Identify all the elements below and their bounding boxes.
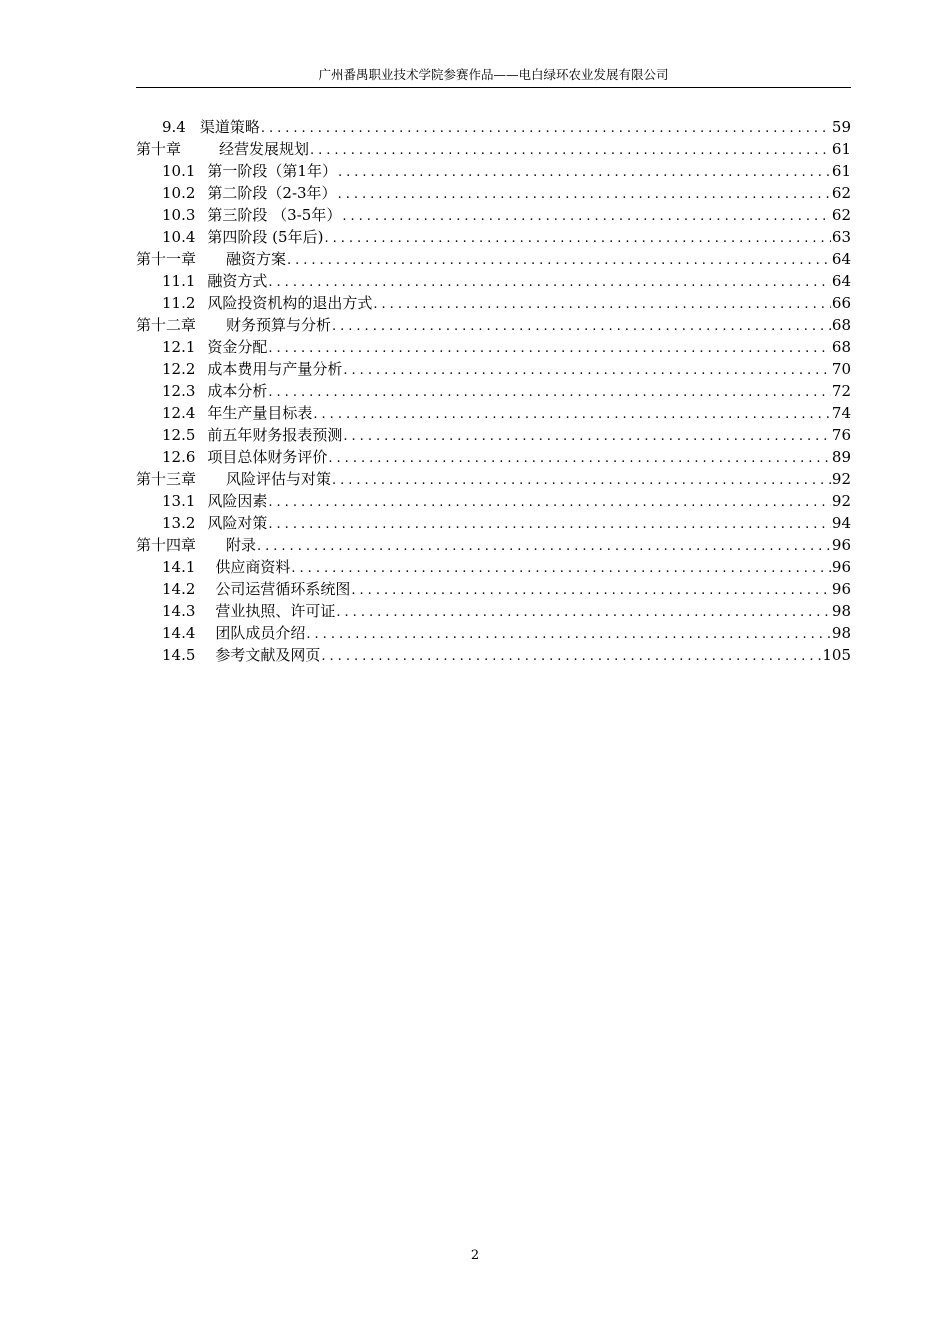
toc-section-entry[interactable] — [136, 512, 851, 534]
toc-dot-leader — [373, 294, 830, 314]
toc-section-entry[interactable] — [136, 424, 851, 446]
toc-entry-page: 62 — [831, 184, 851, 202]
toc-dot-leader — [261, 118, 831, 138]
toc-entry-number: 第十三章 — [136, 470, 197, 488]
toc-entry-title: 第三阶段 （3-5年） — [207, 206, 342, 224]
toc-entry-number: 12.4 — [162, 404, 196, 422]
toc-entry-page: 61 — [831, 162, 851, 180]
toc-chapter-entry[interactable] — [136, 468, 851, 490]
toc-section-entry[interactable] — [136, 336, 851, 358]
toc-entry-page: 96 — [831, 580, 851, 598]
toc-dot-leader — [332, 470, 831, 490]
toc-dot-leader — [268, 272, 830, 292]
toc-entry-page: 74 — [831, 404, 851, 422]
toc-entry-number: 12.5 — [162, 426, 196, 444]
toc-dot-leader — [287, 250, 831, 270]
toc-entry-page: 96 — [831, 558, 851, 576]
toc-entry-number: 11.2 — [162, 294, 196, 312]
toc-entry-page: 105 — [822, 646, 851, 664]
toc-entry-number: 第十四章 — [136, 536, 197, 554]
toc-entry-page: 61 — [831, 140, 851, 158]
toc-entry-number: 9.4 — [162, 118, 186, 136]
toc-entry-title: 经营发展规划 — [219, 140, 310, 158]
toc-entry-number: 13.1 — [162, 492, 196, 510]
toc-dot-leader — [332, 316, 831, 336]
toc-entry-number: 10.1 — [162, 162, 196, 180]
toc-section-entry[interactable] — [136, 116, 851, 138]
toc-dot-leader — [342, 206, 831, 226]
toc-entry-page: 64 — [831, 250, 851, 268]
toc-dot-leader — [306, 624, 830, 644]
toc-entry-title: 成本费用与产量分析 — [207, 360, 343, 378]
toc-entry-number: 10.3 — [162, 206, 196, 224]
toc-dot-leader — [336, 602, 830, 622]
toc-section-entry[interactable] — [136, 182, 851, 204]
toc-entry-number: 12.3 — [162, 382, 196, 400]
toc-section-entry[interactable] — [136, 622, 851, 644]
toc-dot-leader — [268, 382, 830, 402]
toc-entry-page: 63 — [831, 228, 851, 246]
toc-section-entry[interactable] — [136, 600, 851, 622]
toc-entry-number: 11.1 — [162, 272, 196, 290]
toc-entry-title: 风险评估与对策 — [226, 470, 332, 488]
toc-entry-title: 第四阶段 (5年后) — [207, 228, 324, 246]
toc-entry-title: 融资方式 — [207, 272, 268, 290]
toc-entry-title: 资金分配 — [207, 338, 268, 356]
toc-entry-title: 公司运营循环系统图 — [215, 580, 351, 598]
toc-entry-number: 12.1 — [162, 338, 196, 356]
toc-dot-leader — [313, 404, 830, 424]
toc-chapter-entry[interactable] — [136, 534, 851, 556]
toc-entry-number: 12.2 — [162, 360, 196, 378]
toc-entry-number: 14.3 — [162, 602, 196, 620]
toc-entry-title: 营业执照、许可证 — [215, 602, 336, 620]
toc-entry-number: 14.4 — [162, 624, 196, 642]
toc-dot-leader — [257, 536, 831, 556]
toc-section-entry[interactable] — [136, 578, 851, 600]
toc-section-entry[interactable] — [136, 644, 851, 666]
toc-section-entry[interactable] — [136, 402, 851, 424]
toc-dot-leader — [268, 492, 830, 512]
toc-section-entry[interactable] — [136, 380, 851, 402]
toc-entry-title: 附录 — [226, 536, 257, 554]
toc-chapter-entry[interactable] — [136, 314, 851, 336]
toc-dot-leader — [343, 426, 830, 446]
toc-dot-leader — [351, 580, 830, 600]
toc-entry-page: 68 — [831, 316, 851, 334]
toc-entry-title: 第二阶段（2-3年） — [207, 184, 337, 202]
toc-entry-page: 59 — [831, 118, 851, 136]
toc-entry-title: 参考文献及网页 — [215, 646, 321, 664]
toc-entry-page: 98 — [831, 624, 851, 642]
table-of-contents — [136, 116, 851, 666]
toc-entry-title: 前五年财务报表预测 — [207, 426, 343, 444]
toc-section-entry[interactable] — [136, 292, 851, 314]
toc-entry-page: 72 — [831, 382, 851, 400]
toc-section-entry[interactable] — [136, 204, 851, 226]
toc-entry-page: 92 — [831, 470, 851, 488]
toc-entry-number: 第十章 — [136, 140, 182, 158]
toc-section-entry[interactable] — [136, 556, 851, 578]
toc-entry-page: 89 — [831, 448, 851, 466]
toc-section-entry[interactable] — [136, 446, 851, 468]
toc-chapter-entry[interactable] — [136, 138, 851, 160]
toc-entry-number: 13.2 — [162, 514, 196, 532]
toc-entry-number: 第十二章 — [136, 316, 197, 334]
toc-entry-number: 10.2 — [162, 184, 196, 202]
toc-entry-title: 项目总体财务评价 — [207, 448, 328, 466]
toc-entry-title: 第一阶段（第1年） — [207, 162, 337, 180]
toc-entry-number: 14.5 — [162, 646, 196, 664]
toc-dot-leader — [324, 228, 830, 248]
toc-entry-title: 融资方案 — [226, 250, 287, 268]
toc-entry-page: 76 — [831, 426, 851, 444]
toc-dot-leader — [268, 514, 830, 534]
toc-entry-page: 62 — [831, 206, 851, 224]
toc-section-entry[interactable] — [136, 358, 851, 380]
toc-entry-number: 10.4 — [162, 228, 196, 246]
toc-entry-title: 渠道策略 — [199, 118, 260, 136]
toc-section-entry[interactable] — [136, 270, 851, 292]
toc-entry-page: 64 — [831, 272, 851, 290]
toc-dot-leader — [338, 184, 831, 204]
toc-entry-page: 68 — [831, 338, 851, 356]
toc-chapter-entry[interactable] — [136, 248, 851, 270]
toc-dot-leader — [291, 558, 830, 578]
toc-entry-number: 14.2 — [162, 580, 196, 598]
toc-entry-title: 财务预算与分析 — [226, 316, 332, 334]
page-header — [136, 66, 851, 88]
toc-entry-number: 第十一章 — [136, 250, 197, 268]
toc-section-entry[interactable] — [136, 226, 851, 248]
toc-dot-leader — [338, 162, 831, 182]
toc-entry-page: 98 — [831, 602, 851, 620]
page-number: 2 — [470, 1248, 480, 1263]
toc-dot-leader — [321, 646, 821, 666]
toc-entry-page: 92 — [831, 492, 851, 510]
toc-entry-title: 风险对策 — [207, 514, 268, 532]
toc-entry-title: 年生产量目标表 — [207, 404, 313, 422]
toc-entry-page: 70 — [831, 360, 851, 378]
toc-entry-page: 66 — [831, 294, 851, 312]
toc-dot-leader — [328, 448, 830, 468]
toc-entry-number: 14.1 — [162, 558, 196, 576]
toc-entry-page: 96 — [831, 536, 851, 554]
header-text: 广州番禺职业技术学院参赛作品——电白绿环农业发展有限公司 — [318, 67, 669, 82]
toc-entry-title: 成本分析 — [207, 382, 268, 400]
toc-entry-title: 风险投资机构的退出方式 — [207, 294, 373, 312]
toc-dot-leader — [310, 140, 831, 160]
toc-section-entry[interactable] — [136, 160, 851, 182]
toc-section-entry[interactable] — [136, 490, 851, 512]
toc-entry-page: 94 — [831, 514, 851, 532]
toc-dot-leader — [343, 360, 830, 380]
toc-entry-title: 风险因素 — [207, 492, 268, 510]
toc-entry-title: 供应商资料 — [215, 558, 291, 576]
toc-entry-number: 12.6 — [162, 448, 196, 466]
toc-entry-title: 团队成员介绍 — [215, 624, 306, 642]
toc-dot-leader — [268, 338, 830, 358]
